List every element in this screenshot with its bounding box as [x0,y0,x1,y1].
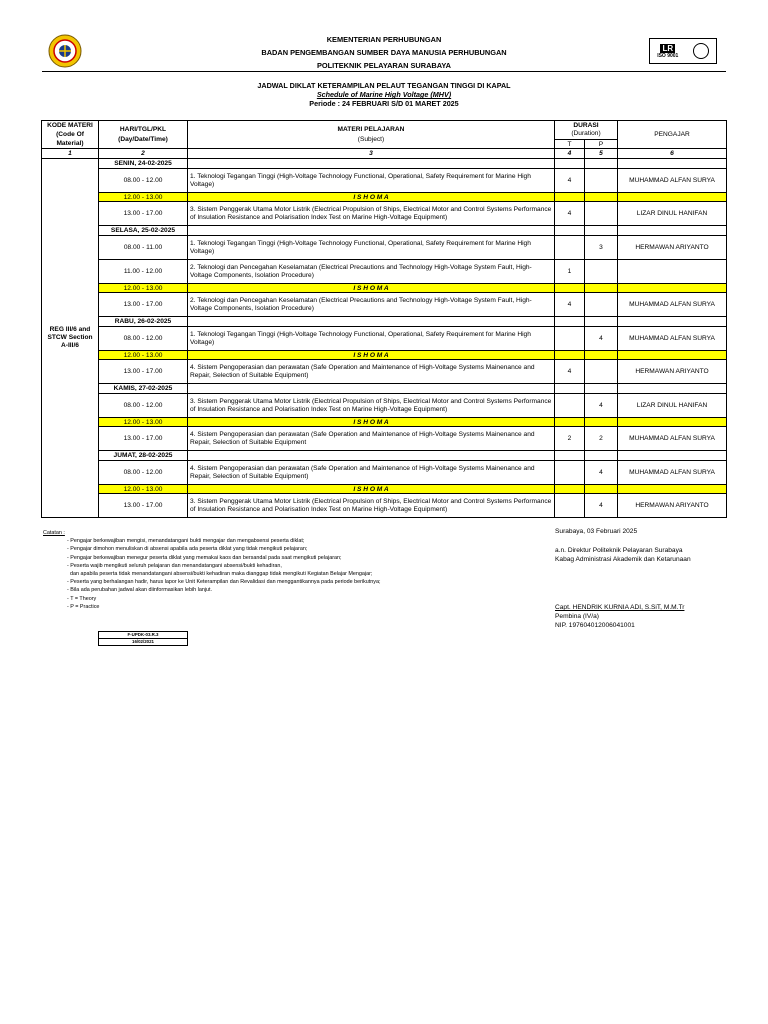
empty-cell [618,317,727,327]
day-header-row [42,384,727,394]
lesson-row [42,327,727,351]
practice-hours: 2 [585,427,618,451]
signature-place-date: Surabaya, 03 Februari 2025 [555,528,638,535]
teacher-cell: MUHAMMAD ALFAN SURYA [618,327,727,351]
empty-cell [555,485,585,494]
empty-cell [188,384,555,394]
empty-cell [618,193,727,202]
empty-cell [618,451,727,461]
day-header-row [42,451,727,461]
time-cell: 12.00 - 13.00 [99,418,188,427]
signature-onbehalf-2: Kabag Administrasi Akademik dan Ketarunaan [555,556,691,563]
empty-cell [585,317,618,327]
empty-cell [555,317,585,327]
empty-cell [188,451,555,461]
theory-hours: 4 [555,169,585,193]
empty-cell [618,384,727,394]
iso-label: ISO 9001 [657,52,679,59]
subject-cell: 2. Teknologi dan Pencegahan Keselamatan (Electrical Precautions and Technology High-Voltage System Fault, High-Voltage Components, Isolation Procedure) [188,260,555,284]
notes-section [43,529,380,611]
col-num-1: 1 [42,149,99,159]
note-item: dan apabila peserta tidak menandatangani absensi/bukti kehadiran maka dianggap tidak mengikuti Kegiatan Belajar Mengajar; [67,571,373,578]
subject-cell: 4. Sistem Pengoperasian dan perawatan (Safe Operation and Maintenance of High-Voltage Systems Mainenance and Repair, Selection of Suitable Equipment) [188,461,555,485]
col-pengajar: PENGAJAR [618,121,727,149]
day-header-row [42,159,727,169]
ishoma-label: I S H O M A [188,351,555,360]
col-kode: KODE MATERI (Code Of Material) [42,121,99,149]
empty-cell [585,159,618,169]
form-date: 16/02/2021 [98,638,188,646]
col-hari: HARI/TGL/PKL (Day/Date/Time) [99,121,188,149]
col-num-6: 6 [618,149,727,159]
lesson-row [42,394,727,418]
empty-cell [555,418,585,427]
note-item: - Bila ada perubahan jadwal akan diinformasikan lebih lanjut. [67,587,213,594]
time-cell: 13.00 - 17.00 [99,293,188,317]
theory-hours [555,461,585,485]
schedule-table [41,120,727,518]
practice-hours [585,293,618,317]
lr-mark: LR [662,43,674,53]
empty-cell [555,159,585,169]
lesson-row [42,202,727,226]
empty-cell [585,485,618,494]
day-label: KAMIS, 27-02-2025 [99,384,188,394]
signatory-rank: Pembina (IV/a) [555,613,599,620]
empty-cell [555,193,585,202]
lesson-row [42,236,727,260]
time-cell: 12.00 - 13.00 [99,193,188,202]
col-num-3: 3 [188,149,555,159]
practice-hours: 3 [585,236,618,260]
teacher-cell: MUHAMMAD ALFAN SURYA [618,427,727,451]
time-cell: 12.00 - 13.00 [99,351,188,360]
time-cell: 08.00 - 11.00 [99,236,188,260]
subject-cell: 3. Sistem Penggerak Utama Motor Listrik (Electrical Propulsion of Ships, Electrical Motor and Control Systems Performance of Insulation Resistance and Polarisation Index Test on Marine High-Voltage Equipment) [188,394,555,418]
time-cell: 08.00 - 12.00 [99,394,188,418]
empty-cell [618,418,727,427]
col-durasi: DURASI (Duration) [555,121,618,140]
lesson-row [42,360,727,384]
lesson-row [42,260,727,284]
subject-cell: 3. Sistem Penggerak Utama Motor Listrik (Electrical Propulsion of Ships, Electrical Motor and Control Systems Performance of Insulation Resistance and Polarisation Index Test on Marine High-Voltage Equipment) [188,202,555,226]
practice-hours [585,260,618,284]
ministry-name: KEMENTERIAN PERHUBUNGAN [326,35,442,44]
time-cell: 13.00 - 17.00 [99,202,188,226]
ishoma-label: I S H O M A [188,418,555,427]
teacher-cell: MUHAMMAD ALFAN SURYA [618,461,727,485]
lesson-row [42,169,727,193]
theory-hours: 1 [555,260,585,284]
col-materi: MATERI PELAJARAN (Subject) [188,121,555,149]
teacher-cell [618,260,727,284]
theory-hours: 2 [555,427,585,451]
practice-hours: 4 [585,327,618,351]
practice-hours: 4 [585,394,618,418]
time-cell: 13.00 - 17.00 [99,494,188,518]
theory-hours [555,236,585,260]
subject-cell: 1. Teknologi Tegangan Tinggi (High-Voltage Technology Functional, Operational, Safety Requirement for Marine High Voltage) [188,169,555,193]
lesson-row [42,494,727,518]
practice-hours [585,360,618,384]
empty-cell [585,193,618,202]
school-name: POLITEKNIK PELAYARAN SURABAYA [316,61,452,70]
practice-hours [585,169,618,193]
break-row [42,193,727,202]
note-item: - T = Theory [67,595,97,602]
teacher-cell: HERMAWAN ARIYANTO [618,360,727,384]
lesson-row [42,427,727,451]
lesson-row [42,461,727,485]
empty-cell [188,159,555,169]
col-num-4: 4 [555,149,585,159]
time-cell: 12.00 - 13.00 [99,284,188,293]
empty-cell [585,451,618,461]
col-t: T [555,140,585,149]
empty-cell [618,226,727,236]
empty-cell [188,317,555,327]
empty-cell [618,485,727,494]
empty-cell [585,284,618,293]
ishoma-label: I S H O M A [188,193,555,202]
empty-cell [585,351,618,360]
teacher-cell: LIZAR DINUL HANIFAN [618,394,727,418]
empty-cell [585,226,618,236]
subject-cell: 2. Teknologi dan Pencegahan Keselamatan (Electrical Precautions and Technology High-Voltage System Fault, High-Voltage Components, Isolation Procedure) [188,293,555,317]
practice-hours: 4 [585,461,618,485]
time-cell: 13.00 - 17.00 [99,427,188,451]
empty-cell [618,284,727,293]
note-item: - Pengajar dimohon menuliskan di absensi apabila ada peserta diklat yang tidak mengikuti pelajaran; [67,546,308,553]
ishoma-label: I S H O M A [188,284,555,293]
theory-hours: 4 [555,293,585,317]
time-cell: 11.00 - 12.00 [99,260,188,284]
empty-cell [188,226,555,236]
note-item: - Pengajar berkewajiban menegur peserta diklat yang memakai kaos dan bersandal pada saat mengikuti pelajaran; [67,554,342,561]
empty-cell [618,351,727,360]
theory-hours [555,327,585,351]
empty-cell [585,418,618,427]
note-item: - Peserta wajib mengikuti seluruh pelajaran dan menandatangani absensi/bukti kehadiran, [67,562,282,569]
schedule-subtitle: Schedule of Marine High Voltage (MHV) [316,90,452,99]
form-code: F-UPDK-03.R.3 [98,631,188,639]
theory-hours: 4 [555,360,585,384]
empty-cell [555,351,585,360]
practice-hours [585,202,618,226]
note-item: - Peserta yang berhalangan hadir, harus lapor ke Unit Keterampilan dan Revalidasi dan menggantikannya pada periode berikutnya; [67,579,381,586]
schedule-period: Periode : 24 FEBRUARI S/D 01 MARET 2025 [309,99,459,108]
header-divider [42,71,726,72]
empty-cell [555,284,585,293]
teacher-cell: MUHAMMAD ALFAN SURYA [618,169,727,193]
teacher-cell: LIZAR DINUL HANIFAN [618,202,727,226]
schedule-title: JADWAL DIKLAT KETERAMPILAN PELAUT TEGANGAN TINGGI DI KAPAL [257,81,511,90]
break-row [42,418,727,427]
teacher-cell: HERMAWAN ARIYANTO [618,236,727,260]
note-item: - Pengajar berkewajiban mengisi, menandatangani bukti mengajar dan mengabsensi peserta diklat; [67,538,305,545]
time-cell: 08.00 - 12.00 [99,327,188,351]
col-num-2: 2 [99,149,188,159]
time-cell: 08.00 - 12.00 [99,461,188,485]
subject-cell: 1. Teknologi Tegangan Tinggi (High-Voltage Technology Functional, Operational, Safety Requirement for Marine High Voltage) [188,327,555,351]
day-header-row [42,317,727,327]
empty-cell [585,384,618,394]
schedule-body [42,159,727,518]
time-cell: 12.00 - 13.00 [99,485,188,494]
theory-hours [555,394,585,418]
break-row [42,284,727,293]
day-label: SENIN, 24-02-2025 [99,159,188,169]
signature-onbehalf-1: a.n. Direktur Politeknik Pelayaran Surabaya [555,547,683,554]
lesson-row [42,293,727,317]
signatory-name: Capt. HENDRIK KURNIA ADI, S.SiT, M.M.Tr [555,604,685,611]
empty-cell [555,384,585,394]
signatory-nip: NIP. 197604012006041001 [555,622,635,629]
ishoma-label: I S H O M A [188,485,555,494]
agency-name: BADAN PENGEMBANGAN SUMBER DAYA MANUSIA PERHUBUNGAN [261,48,507,57]
day-label: RABU, 26-02-2025 [99,317,188,327]
practice-hours: 4 [585,494,618,518]
col-p: P [585,140,618,149]
empty-cell [555,451,585,461]
break-row [42,351,727,360]
theory-hours [555,494,585,518]
empty-cell [618,159,727,169]
day-label: SELASA, 25-02-2025 [99,226,188,236]
subject-cell: 3. Sistem Penggerak Utama Motor Listrik (Electrical Propulsion of Ships, Electrical Motor and Control Systems Performance of Insulation Resistance and Polarisation Index Test on Marine High-Voltage Equipment) [188,494,555,518]
empty-cell [555,226,585,236]
time-cell: 08.00 - 12.00 [99,169,188,193]
time-cell: 13.00 - 17.00 [99,360,188,384]
col-num-5: 5 [585,149,618,159]
subject-cell: 1. Teknologi Tegangan Tinggi (High-Voltage Technology Functional, Operational, Safety Requirement for Marine High Voltage) [188,236,555,260]
break-row [42,485,727,494]
notes-heading: Catatan : [43,530,65,536]
theory-hours: 4 [555,202,585,226]
teacher-cell: HERMAWAN ARIYANTO [618,494,727,518]
day-header-row [42,226,727,236]
subject-cell: 4. Sistem Pengoperasian dan perawatan (Safe Operation and Maintenance of High-Voltage Systems Mainenance and Repair, Selection of Suitable Equipment) [188,360,555,384]
subject-cell: 4. Sistem Pengoperasian dan perawatan (Safe Operation and Maintenance of High-Voltage Systems Mainenance and Repair, Selection of Suitable Equipment [188,427,555,451]
teacher-cell: MUHAMMAD ALFAN SURYA [618,293,727,317]
notes-list [43,537,380,611]
note-item: - P = Practice [67,603,100,610]
day-label: JUMAT, 28-02-2025 [99,451,188,461]
code-material-cell: REG III/6 and STCW Section A-III/6 [42,159,99,518]
